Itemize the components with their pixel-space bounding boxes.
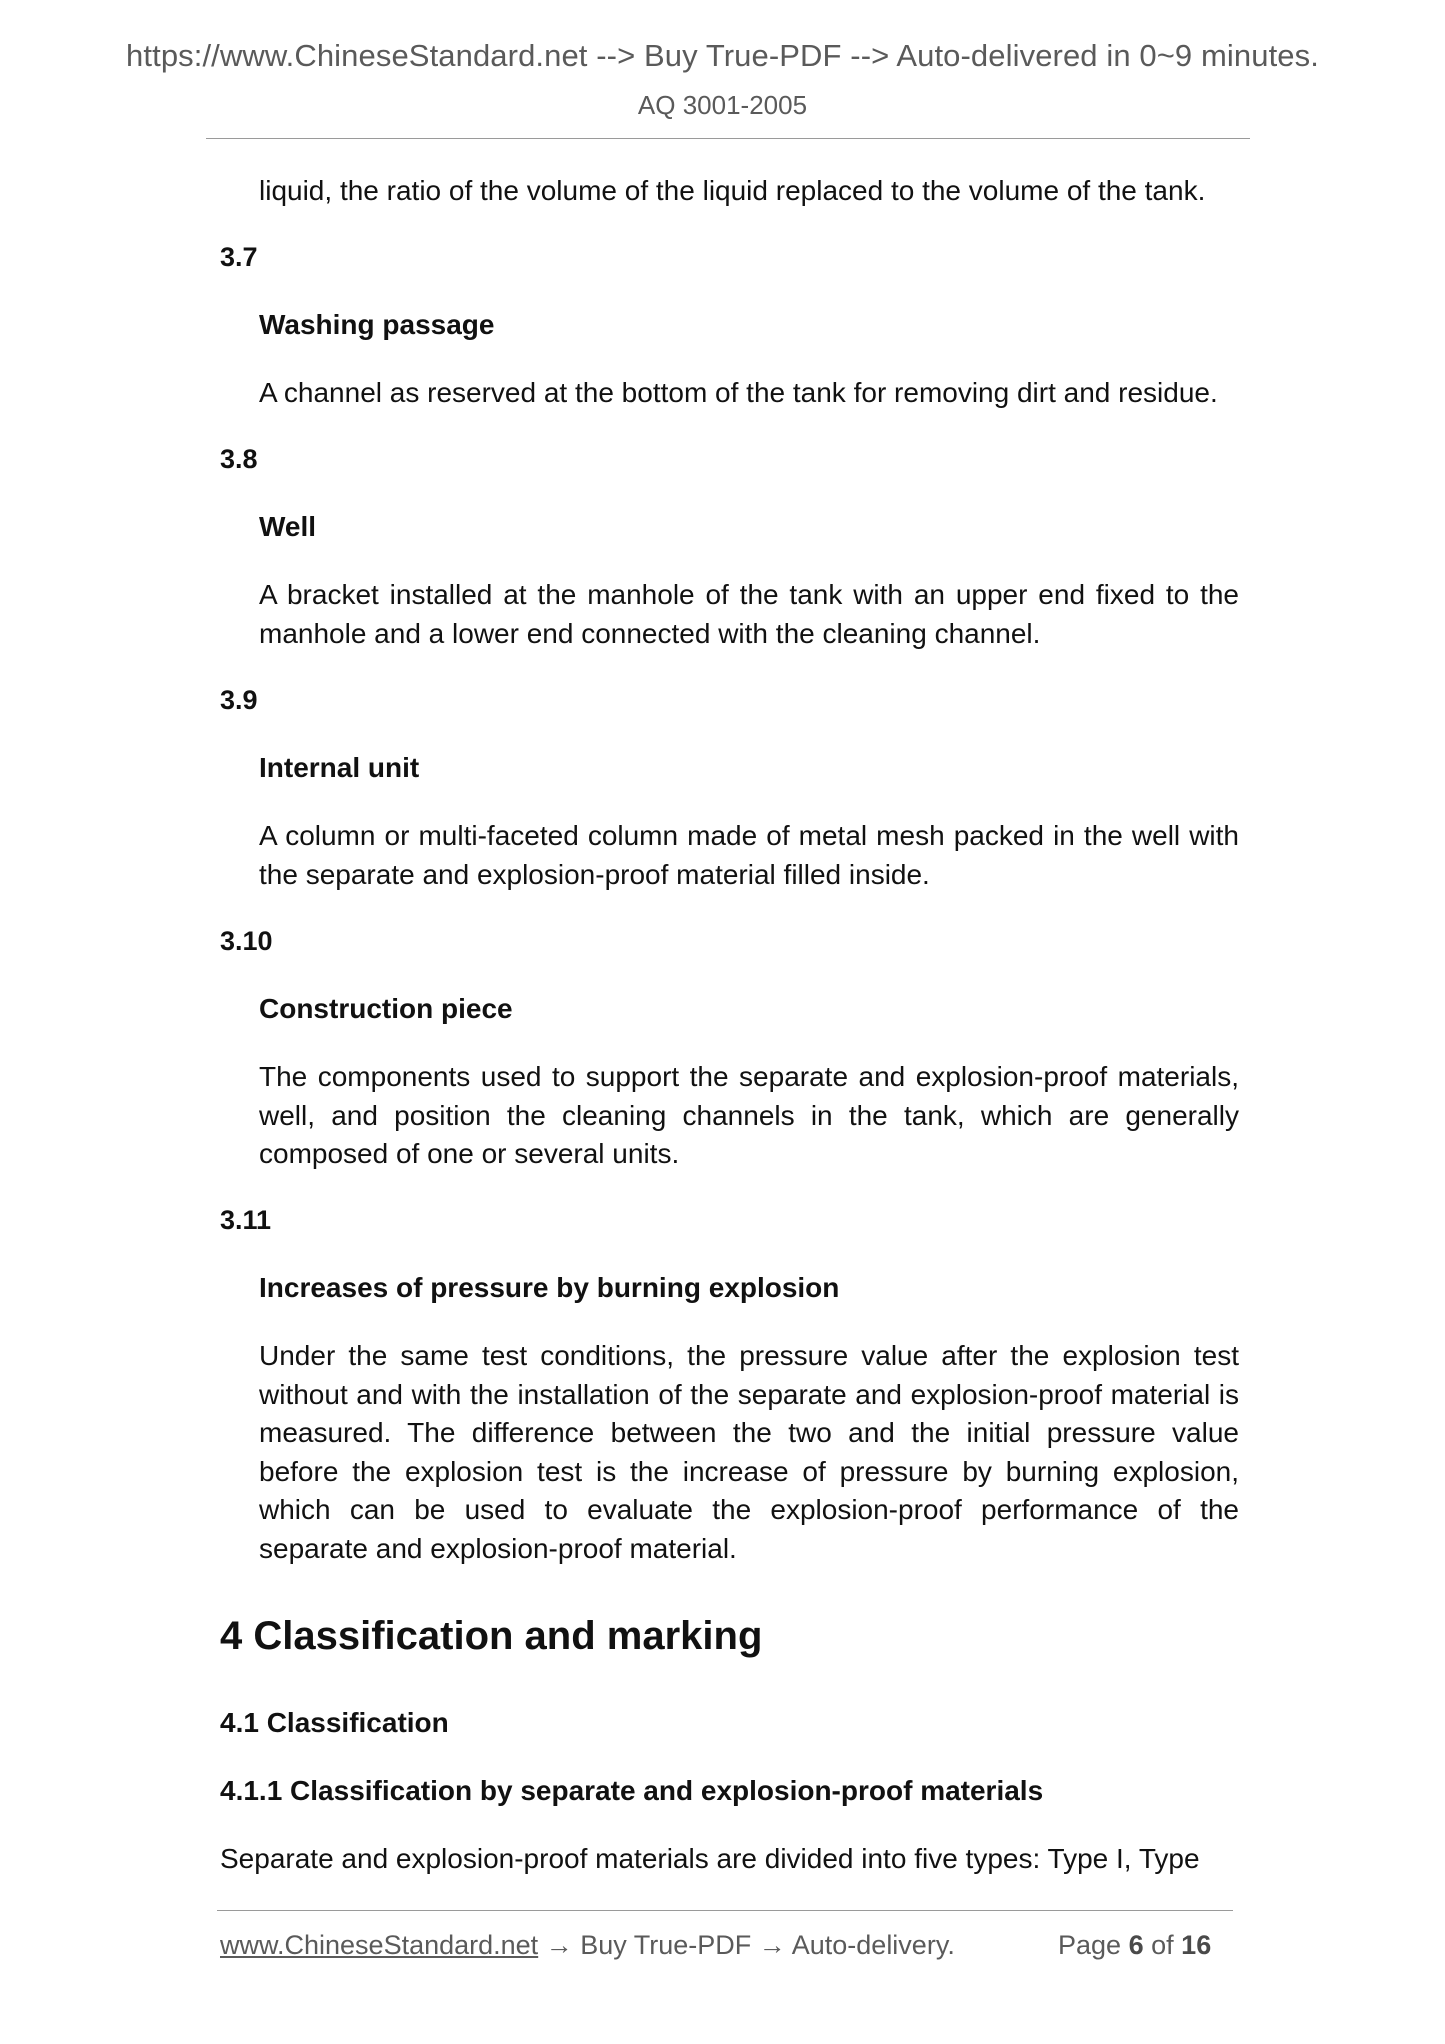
term-definition: A column or multi-faceted column made of metal mesh packed in the well with the separate and explosion-proof material filled inside. bbox=[259, 820, 1239, 890]
term-title: Washing passage bbox=[259, 309, 495, 340]
term-definition: A bracket installed at the manhole of the tank with an upper end fixed to the manhole and a lower end connected with the cleaning channel. bbox=[259, 579, 1239, 649]
footer-left bbox=[220, 1930, 955, 1961]
body-paragraph: Separate and explosion-proof materials are divided into five types: Type I, Type bbox=[220, 1843, 1200, 1874]
footer-tagline: → Buy True-PDF → Auto-delivery. bbox=[538, 1930, 955, 1960]
term-definition: Under the same test conditions, the pressure value after the explosion test without and with the installation of the separate and explosion-proof material is measured. The difference between the two and the initial pressure value before the explosion test is the increase of pressure by burning explosion, which can be used to evaluate the explosion-proof performance of the separate and explosion-proof material. bbox=[259, 1340, 1239, 1564]
page-indicator bbox=[1058, 1930, 1211, 1961]
standard-code: AQ 3001-2005 bbox=[637, 90, 808, 120]
continuation-paragraph: liquid, the ratio of the volume of the liquid replaced to the volume of the tank. bbox=[259, 175, 1206, 206]
clause-number: 3.9 bbox=[220, 685, 258, 715]
term-title: Internal unit bbox=[259, 752, 420, 783]
clause-number: 3.7 bbox=[220, 242, 258, 272]
clause-number: 3.11 bbox=[220, 1205, 272, 1235]
clause-number: 3.8 bbox=[220, 444, 258, 474]
of-label: of bbox=[1151, 1930, 1174, 1960]
term-title: Construction piece bbox=[259, 993, 513, 1024]
clause-number: 3.10 bbox=[220, 926, 273, 956]
subsection-heading: 4.1 Classification bbox=[220, 1707, 449, 1738]
page-label: Page bbox=[1058, 1930, 1122, 1960]
subsubsection-heading: 4.1.1 Classification by separate and explosion-proof materials bbox=[220, 1775, 1044, 1806]
header-banner: https://www.ChineseStandard.net --> Buy True-PDF --> Auto-delivered in 0~9 minutes. bbox=[126, 38, 1319, 73]
term-title: Increases of pressure by burning explosion bbox=[259, 1272, 840, 1303]
term-definition: A channel as reserved at the bottom of the tank for removing dirt and residue. bbox=[259, 377, 1218, 408]
footer-site-link[interactable]: www.ChineseStandard.net bbox=[220, 1930, 539, 1960]
term-title: Well bbox=[259, 511, 317, 542]
current-page-number: 6 bbox=[1128, 1930, 1144, 1960]
total-pages: 16 bbox=[1181, 1930, 1212, 1960]
footer-divider bbox=[217, 1910, 1233, 1911]
section-heading: 4 Classification and marking bbox=[220, 1614, 763, 1658]
term-definition: The components used to support the separate and explosion-proof materials, well, and position the cleaning channels in the tank, which are generally composed of one or several units. bbox=[259, 1061, 1239, 1169]
